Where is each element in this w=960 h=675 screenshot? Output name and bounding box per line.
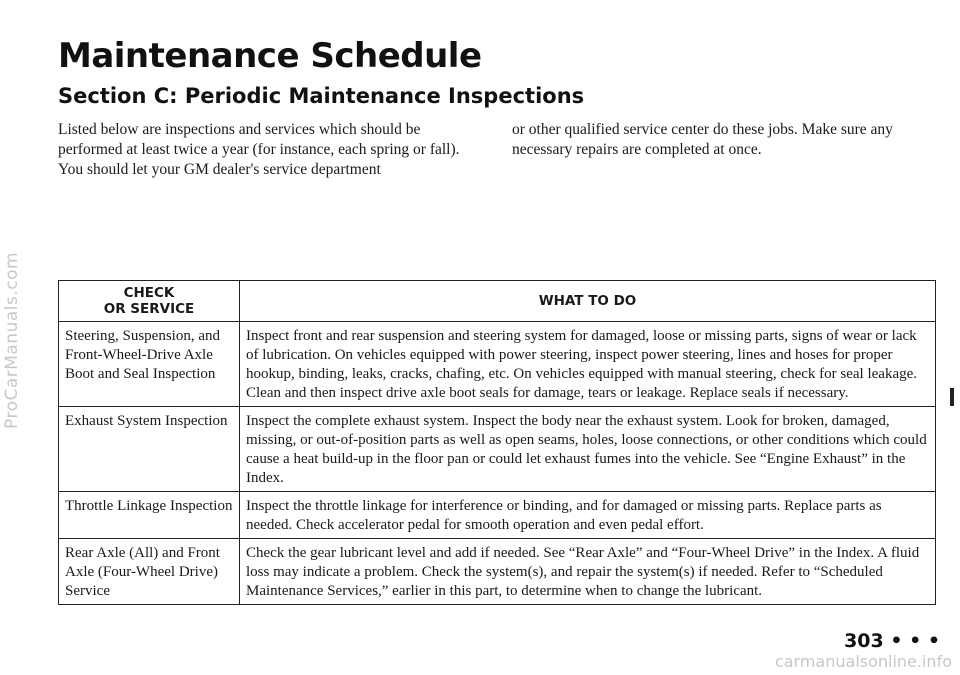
what-cell: Check the gear lubricant level and add if needed. See “Rear Axle” and “Four-Wheel Drive” in the Index. A fluid loss may indicate a problem. Check the system(s), and repair the system(s) if needed. Refer to “Scheduled Maintenance Services,” earlier in this part, to determine when to change the lubricant. — [240, 539, 936, 605]
check-cell: Rear Axle (All) and Front Axle (Four-Wheel Drive) Service — [59, 539, 240, 605]
header-check-or-service — [59, 281, 240, 322]
table-row — [59, 539, 936, 605]
check-cell: Exhaust System Inspection — [59, 407, 240, 492]
check-cell: Throttle Linkage Inspection — [59, 492, 240, 539]
what-cell: Inspect front and rear suspension and steering system for damaged, loose or missing parts, signs of wear or lack of lubrication. On vehicles equipped with power steering, inspect power steering, lines and hoses for proper hookup, binding, leaks, cracks, chafing, etc. On vehicles equipped with manual steering, check for seal leakage. Clean and then inspect drive axle boot seals for damage, tears or leakage. Replace seals if necessary. — [240, 322, 936, 407]
header-check-line1: CHECK — [123, 285, 175, 301]
what-cell: Inspect the complete exhaust system. Inspect the body near the exhaust system. Look for broken, damaged, missing, or out-of-position parts as well as open seams, holes, loose connections, or other conditions which could cause a heat build-up in the floor pan or could let exhaust fumes into the vehicle. See “Engine Exhaust” in the Index. — [240, 407, 936, 492]
header-check-line2: OR SERVICE — [103, 301, 195, 317]
intro-paragraph-left: Listed below are inspections and services which should be performed at least twice a year (for instance, each spring or fall). You should let your GM dealer's service department — [58, 121, 460, 178]
table-header-row — [59, 281, 936, 322]
page-title: Maintenance Schedule — [58, 36, 482, 76]
check-cell: Steering, Suspension, and Front-Wheel-Drive Axle Boot and Seal Inspection — [59, 322, 240, 407]
table-row — [59, 407, 936, 492]
inspection-table — [58, 280, 936, 605]
page-number: 303 • • • — [844, 630, 940, 652]
page-edge-tab — [950, 388, 954, 406]
intro-paragraph-right: or other qualified service center do these jobs. Make sure any necessary repairs are completed at once. — [512, 121, 893, 158]
section-subtitle: Section C: Periodic Maintenance Inspections — [58, 84, 585, 108]
bottom-watermark: carmanualsonline.info — [774, 652, 952, 671]
side-watermark: ProCarManuals.com — [2, 251, 22, 429]
table-row — [59, 492, 936, 539]
table-row — [59, 322, 936, 407]
what-cell: Inspect the throttle linkage for interference or binding, and for damaged or missing parts. Replace parts as needed. Check accelerator pedal for smooth operation and even pedal effort. — [240, 492, 936, 539]
header-what-to-do: WHAT TO DO — [240, 281, 936, 322]
